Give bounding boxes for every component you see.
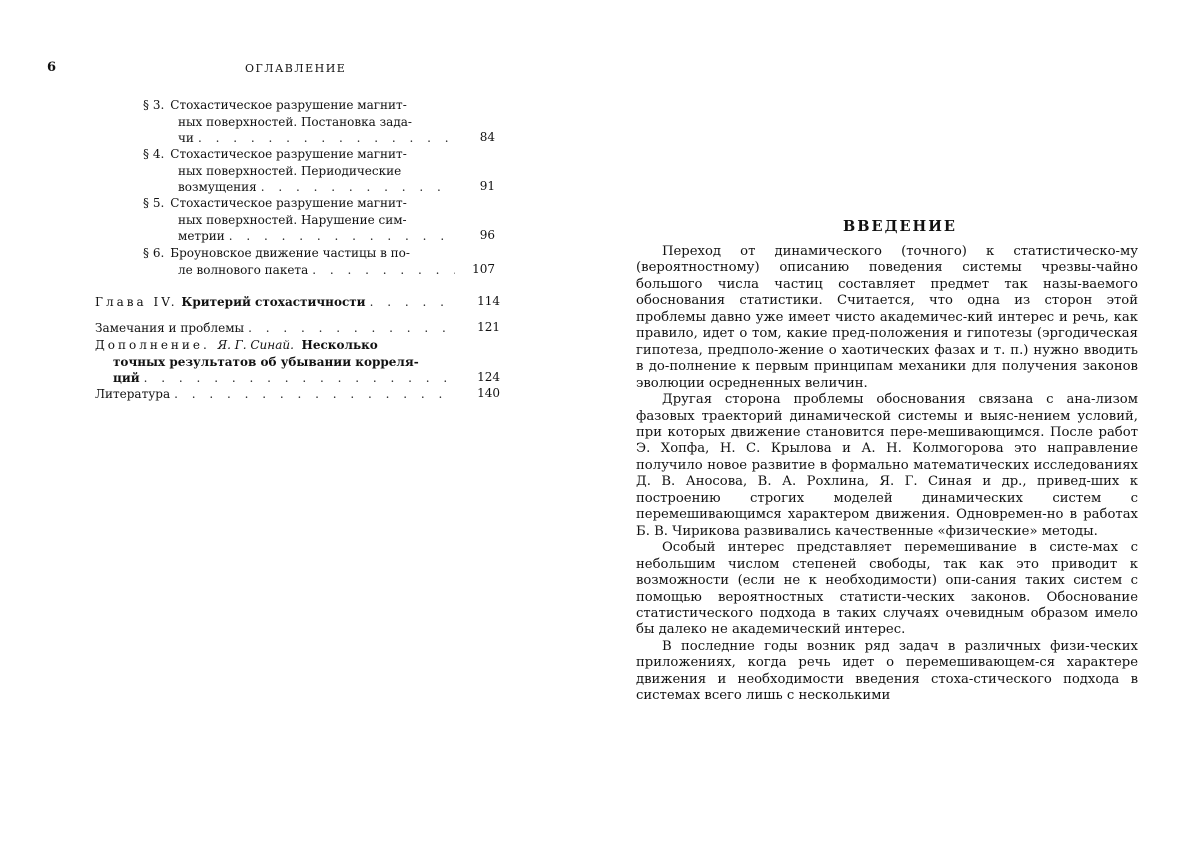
toc-line: метрии — [178, 229, 225, 243]
chapter-title: Критерий стохастичности — [181, 295, 366, 309]
toc-page-number: 84 — [479, 130, 495, 144]
toc-line: Стохастическое разрушение магнит- — [170, 98, 407, 112]
paragraph: В последние годы возник ряд задач в различных физи-ческих приложениях, когда речь идет о перемешивающем-ся характере движения и необходимости введения стоха-стического подхода в системах всего лишь с несколькими — [636, 638, 1138, 704]
leader-dots — [198, 130, 455, 147]
toc-entry-section-4[interactable] — [143, 146, 455, 196]
leader-dots — [144, 370, 455, 387]
toc-line: ных поверхностей. Нарушение сим- — [178, 212, 407, 227]
leader-dots — [312, 262, 455, 279]
chapter-heading: ВВЕДЕНИЕ — [843, 218, 957, 235]
toc-entry-literature[interactable] — [95, 386, 455, 403]
toc-line: ных поверхностей. Периодические — [178, 163, 402, 178]
toc-page-number: 114 — [477, 294, 500, 308]
leader-dots — [248, 320, 455, 337]
toc-page-number: 91 — [479, 179, 495, 193]
body-text — [636, 244, 1138, 705]
right-page — [600, 0, 1200, 848]
toc-line: Замечания и проблемы — [95, 321, 245, 335]
paragraph: Другая сторона проблемы обоснования связана с ана-лизом фазовых траекторий динамической системы и выяс-нением условий, при которых движение становится пере-мешивающимся. После работ Э. Хопфа, Н. С. Крылова и А. Н. Колмогорова это направление получило новое развитие в формально математических исследованиях Д. В. Аносова, В. А. Рохлина, Я. Г. Синая и др., привед-ших к построению строгих моделей динамических систем с перемешивающимся характером движения. Одновремен-но в работах Б. В. Чирикова развивались качественные «физические» методы. — [636, 392, 1138, 539]
section-marker: § 6. — [143, 246, 165, 260]
toc-entry-section-3[interactable] — [143, 97, 455, 147]
leader-dots — [261, 179, 455, 196]
paragraph: Переход от динамического (точного) к статистическо-му (вероятностному) описанию поведения системы чрезвы-чайно большого числа частиц составляет предмет так назы-ваемого обоснования статистики. Считается, что одна из сторон этой проблемы давно уже имеет чисто академичес-кий интерес и речь, как правило, идет о том, какие пред-положения и гипотезы (эргодическая гипотеза, предполо-жение о хаотических фазах и т. п.) нужно вводить в до-полнение к первым принципам механики для получения законов эволюции осредненных величин. — [636, 244, 1138, 391]
leader-dots — [229, 228, 455, 245]
toc-page-number: 96 — [479, 228, 495, 242]
toc-line: возмущения — [178, 180, 257, 194]
toc-entry-appendix[interactable] — [95, 337, 455, 387]
appendix-author: Я. Г. Синай. — [217, 338, 294, 352]
chapter-prefix: Глава IV. — [95, 295, 178, 309]
section-marker: § 4. — [143, 147, 165, 161]
toc-line: ных поверхностей. Постановка зада- — [178, 114, 412, 129]
toc-line: чи — [178, 131, 194, 145]
toc-line: Стохастическое разрушение магнит- — [170, 147, 407, 161]
toc-line: точных результатов об убывании корреля- — [113, 354, 419, 369]
page-number: 6 — [47, 60, 57, 75]
toc-line: Стохастическое разрушение магнит- — [170, 196, 407, 210]
leader-dots — [174, 386, 455, 403]
section-marker: § 5. — [143, 196, 165, 210]
toc-line: ций — [113, 371, 140, 385]
toc-entry-remarks[interactable] — [95, 320, 455, 337]
toc-page-number: 121 — [477, 320, 500, 334]
paragraph: Особый интерес представляет перемешивание в систе-мах с небольшим числом степеней свободы, так как это приводит к возможности (если не к необходимости) опи-сания таких систем с помощью вероятностных статисти-ческих законов. Обоснование статистического подхода в таких случаях очевидным образом имело бы далеко не академический интерес. — [636, 540, 1138, 638]
toc-line: Литература — [95, 387, 171, 401]
toc-page-number: 140 — [477, 386, 500, 400]
toc-entry-chapter-4[interactable] — [95, 294, 455, 311]
appendix-prefix: Дополнение. — [95, 338, 210, 352]
toc-line: Несколько — [301, 338, 378, 352]
toc-line: ле волнового пакета — [178, 262, 309, 277]
leader-dots — [370, 294, 455, 311]
toc-line: Броуновское движение частицы в по- — [170, 246, 410, 260]
toc-entry-section-5[interactable] — [143, 195, 455, 245]
running-head: ОГЛАВЛЕНИЕ — [245, 62, 347, 75]
section-marker: § 3. — [143, 98, 165, 112]
toc-page-number: 107 — [472, 262, 495, 276]
toc-entry-section-6[interactable] — [143, 245, 455, 278]
toc-page-number: 124 — [477, 370, 500, 384]
